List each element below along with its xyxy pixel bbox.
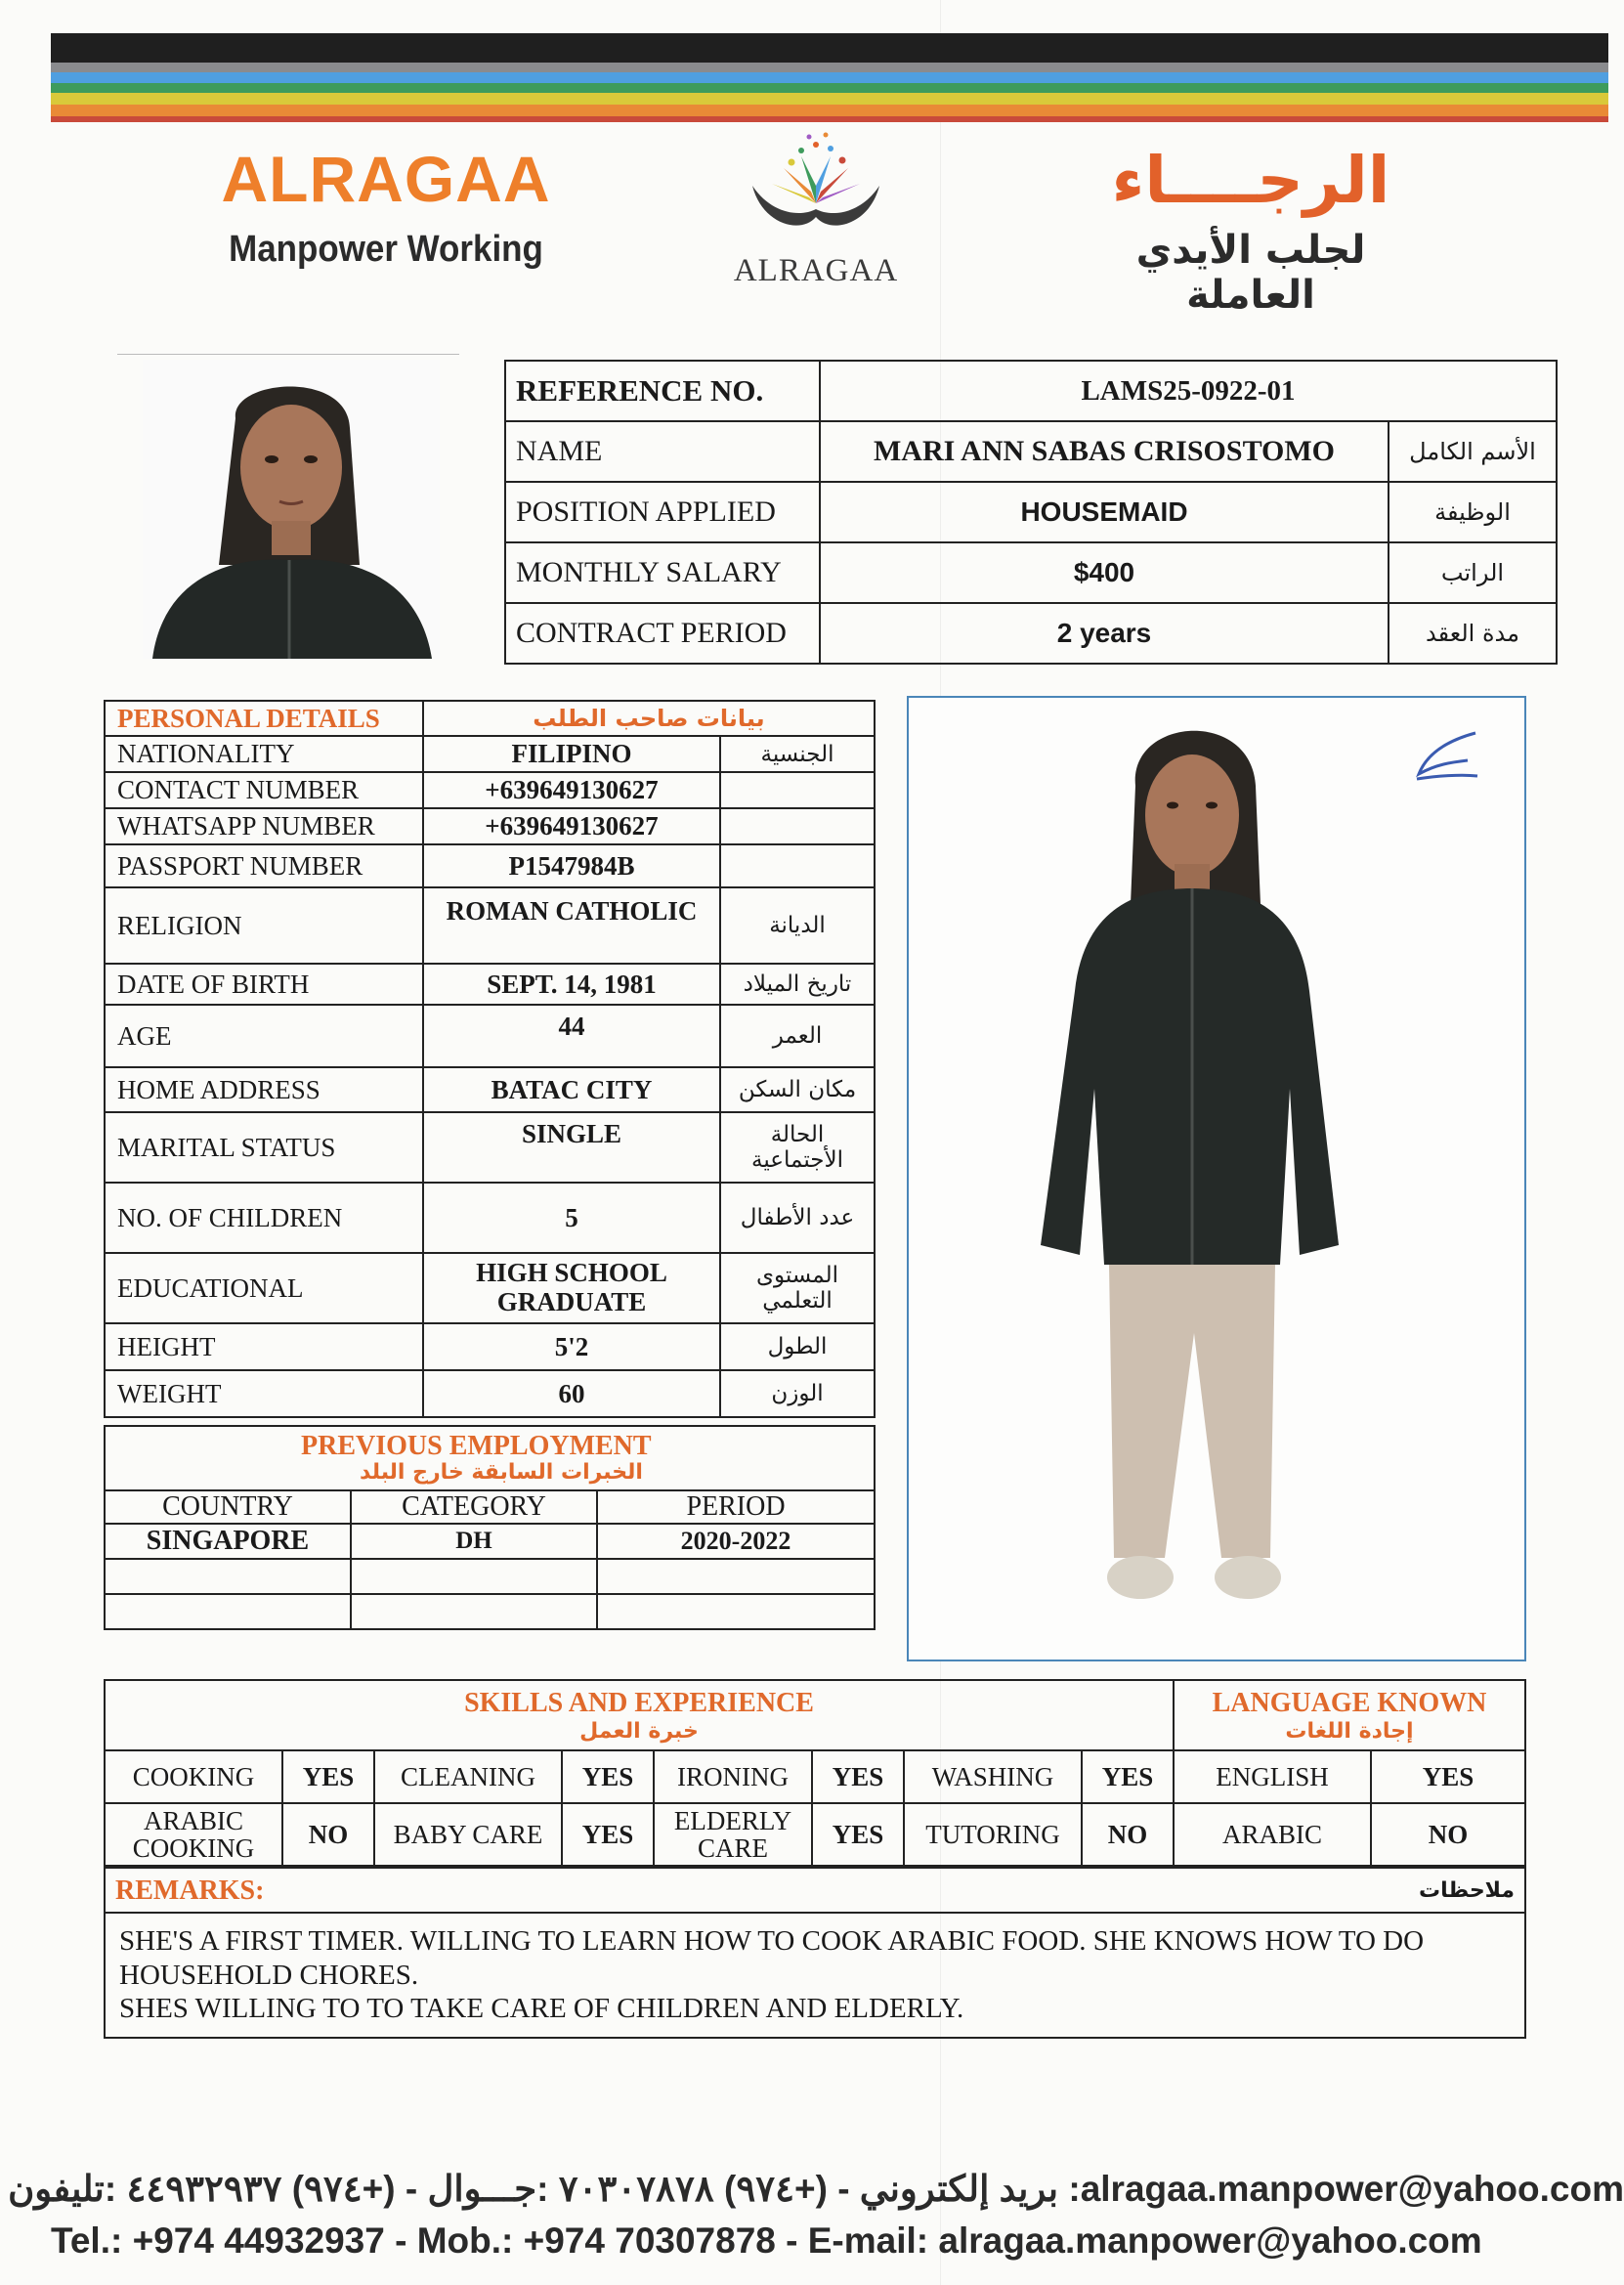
- skill-label: ARABIC COOKING: [105, 1803, 282, 1866]
- skill-value: YES: [562, 1803, 654, 1866]
- employment-row: [105, 1559, 875, 1594]
- employment-cell: [105, 1594, 351, 1629]
- employment-cell: SINGAPORE: [105, 1524, 351, 1559]
- personal-label-ar: مكان السكن: [720, 1067, 875, 1112]
- footer-contact-english: Tel.: +974 44932937 - Mob.: +974 70307878 - E-mail: alragaa.manpower@yahoo.com: [51, 2220, 1482, 2261]
- summary-label: CONTRACT PERIOD: [505, 603, 820, 664]
- summary-row-contract: [505, 603, 1557, 664]
- brand-tagline-en: Manpower Working: [229, 229, 543, 270]
- personal-value: SEPT. 14, 1981: [423, 964, 720, 1005]
- employment-cell: [351, 1559, 597, 1594]
- summary-label-ar: الأسم الكامل: [1389, 421, 1557, 482]
- personal-label: WHATSAPP NUMBER: [105, 808, 423, 844]
- language-title-ar: إجادة اللغات: [1285, 1718, 1414, 1744]
- skills-header-row: [105, 1680, 1525, 1750]
- language-value: NO: [1371, 1803, 1525, 1866]
- personal-value: +639649130627: [423, 772, 720, 808]
- personal-row: [105, 1112, 875, 1183]
- summary-value: MARI ANN SABAS CRISOSTOMO: [820, 421, 1389, 482]
- personal-label: PASSPORT NUMBER: [105, 844, 423, 887]
- employment-title: [105, 1426, 875, 1490]
- personal-row: [105, 1067, 875, 1112]
- remarks-body: [105, 1913, 1525, 2038]
- language-label: ARABIC: [1174, 1803, 1371, 1866]
- remarks-label-ar: ملاحظات: [1309, 1868, 1525, 1913]
- remarks-line: SHE'S A FIRST TIMER. WILLING TO LEARN HOW TO COOK ARABIC FOOD. SHE KNOWS HOW TO DO HOUSEHOLD CHORES.: [119, 1924, 1425, 1991]
- personal-label-ar: عدد الأطفال: [720, 1183, 875, 1253]
- employment-cell: [597, 1594, 875, 1629]
- language-title: [1174, 1680, 1525, 1750]
- skill-label: ELDERLY CARE: [654, 1803, 812, 1866]
- personal-label-ar: المستوى التعلمي: [720, 1253, 875, 1323]
- skill-label: COOKING: [105, 1750, 282, 1803]
- employment-row: [105, 1594, 875, 1629]
- signature-mark-icon: [1407, 725, 1485, 794]
- personal-label-ar: الديانة: [720, 887, 875, 964]
- stripe-gray: [51, 63, 1608, 72]
- personal-value: P1547984B: [423, 844, 720, 887]
- previous-employment-table: [104, 1425, 876, 1630]
- personal-value: 44: [423, 1005, 720, 1067]
- brand-arabic: [1065, 143, 1436, 319]
- employment-title-en: PREVIOUS EMPLOYMENT: [301, 1430, 652, 1461]
- personal-label: HOME ADDRESS: [105, 1067, 423, 1112]
- summary-table: [504, 360, 1558, 665]
- personal-label-ar: تاريخ الميلاد: [720, 964, 875, 1005]
- personal-label-ar: [720, 808, 875, 844]
- divider-line: [117, 354, 459, 355]
- personal-value: FILIPINO: [423, 736, 720, 772]
- personal-label: WEIGHT: [105, 1370, 423, 1417]
- personal-label-ar: الوزن: [720, 1370, 875, 1417]
- personal-row: [105, 887, 875, 964]
- standing-person-icon: [909, 698, 1524, 1660]
- summary-value: $400: [820, 542, 1389, 603]
- stripe-red: [51, 116, 1608, 122]
- skills-row: [105, 1750, 1525, 1803]
- personal-label-ar: العمر: [720, 1005, 875, 1067]
- personal-value: SINGLE: [423, 1112, 720, 1183]
- footer-contact-arabic: alragaa.manpower@yahoo.com: بريد إلكتروني - (+٩٧٤) ٧٠٣٠٧٨٧٨ :جـــوال - (+٩٧٤) ٤٤٩٣٢٩٣٧ :تليفون: [8, 2169, 1624, 2209]
- summary-row-salary: [505, 542, 1557, 603]
- skills-title-en: SKILLS AND EXPERIENCE: [464, 1687, 814, 1718]
- skill-label: TUTORING: [904, 1803, 1082, 1866]
- language-label: ENGLISH: [1174, 1750, 1371, 1803]
- personal-title-en: PERSONAL DETAILS: [105, 701, 423, 736]
- personal-row: [105, 964, 875, 1005]
- personal-label-ar: الجنسية: [720, 736, 875, 772]
- personal-row: [105, 1183, 875, 1253]
- personal-row: [105, 1005, 875, 1067]
- employment-cell: [105, 1559, 351, 1594]
- summary-label: POSITION APPLIED: [505, 482, 820, 542]
- employment-header-period: PERIOD: [597, 1490, 875, 1524]
- personal-value: HIGH SCHOOL GRADUATE: [423, 1253, 720, 1323]
- personal-label: NATIONALITY: [105, 736, 423, 772]
- personal-label: EDUCATIONAL: [105, 1253, 423, 1323]
- personal-row: [105, 1370, 875, 1417]
- full-body-photo: [907, 696, 1526, 1661]
- employment-cell: DH: [351, 1524, 597, 1559]
- employment-header-category: CATEGORY: [351, 1490, 597, 1524]
- employment-cell: 2020-2022: [597, 1524, 875, 1559]
- summary-label: NAME: [505, 421, 820, 482]
- personal-header-row: [105, 701, 875, 736]
- remarks-table: [104, 1867, 1526, 2039]
- personal-label-ar: [720, 772, 875, 808]
- personal-value: +639649130627: [423, 808, 720, 844]
- personal-label: CONTACT NUMBER: [105, 772, 423, 808]
- summary-label-ar: الوظيفة: [1389, 482, 1557, 542]
- summary-label-ar: مدة العقد: [1389, 603, 1557, 664]
- remarks-header-row: [105, 1868, 1525, 1913]
- skill-label: WASHING: [904, 1750, 1082, 1803]
- hands-flower-logo-icon: [733, 127, 899, 244]
- employment-header-row: [105, 1490, 875, 1524]
- language-value: YES: [1371, 1750, 1525, 1803]
- portrait-photo: [143, 360, 440, 659]
- stripe-green: [51, 83, 1608, 93]
- summary-label: MONTHLY SALARY: [505, 542, 820, 603]
- brand-english: [210, 143, 562, 271]
- brand-name-en: ALRAGAA: [221, 143, 551, 215]
- personal-label: RELIGION: [105, 887, 423, 964]
- skills-row: [105, 1803, 1525, 1866]
- skill-label: BABY CARE: [374, 1803, 562, 1866]
- stripe-black: [51, 33, 1608, 63]
- stripe-blue: [51, 72, 1608, 83]
- summary-value: 2 years: [820, 603, 1389, 664]
- employment-title-ar: الخبرات السابقة خارج البلد: [360, 1460, 643, 1486]
- personal-row: [105, 736, 875, 772]
- employment-cell: [351, 1594, 597, 1629]
- skill-label: IRONING: [654, 1750, 812, 1803]
- skill-label: CLEANING: [374, 1750, 562, 1803]
- reference-label: REFERENCE NO.: [505, 361, 820, 421]
- skills-title: [105, 1680, 1174, 1750]
- summary-label-ar: الراتب: [1389, 542, 1557, 603]
- brand-name-ar: الرجــــاء: [1111, 143, 1390, 218]
- personal-row: [105, 772, 875, 808]
- personal-label: AGE: [105, 1005, 423, 1067]
- skill-value: YES: [812, 1803, 904, 1866]
- personal-row: [105, 1253, 875, 1323]
- employment-title-row: [105, 1426, 875, 1490]
- personal-label-ar: [720, 844, 875, 887]
- personal-label: MARITAL STATUS: [105, 1112, 423, 1183]
- language-title-en: LANGUAGE KNOWN: [1212, 1687, 1487, 1718]
- reference-value: LAMS25-0922-01: [820, 361, 1557, 421]
- personal-details-table: [104, 700, 876, 1418]
- skills-table: [104, 1679, 1526, 1867]
- remarks-line: SHES WILLING TO TO TAKE CARE OF CHILDREN AND ELDERLY.: [119, 1993, 964, 2025]
- skill-value: YES: [1082, 1750, 1174, 1803]
- personal-value: ROMAN CATHOLIC: [423, 887, 720, 964]
- brand-logo: [713, 127, 919, 289]
- summary-row-name: [505, 421, 1557, 482]
- skills-title-ar: خبرة العمل: [579, 1718, 699, 1744]
- personal-value: 60: [423, 1370, 720, 1417]
- personal-label: HEIGHT: [105, 1323, 423, 1370]
- remarks-label-en: REMARKS:: [115, 1875, 265, 1906]
- brand-tagline-ar: لجلب الأيدي العاملة: [1135, 228, 1366, 319]
- skill-value: YES: [812, 1750, 904, 1803]
- stripe-orange: [51, 105, 1608, 116]
- personal-row: [105, 808, 875, 844]
- personal-value: 5'2: [423, 1323, 720, 1370]
- personal-value: BATAC CITY: [423, 1067, 720, 1112]
- skill-value: YES: [282, 1750, 374, 1803]
- stripe-yellow: [51, 93, 1608, 105]
- employment-cell: [597, 1559, 875, 1594]
- skill-value: NO: [1082, 1803, 1174, 1866]
- personal-row: [105, 844, 875, 887]
- header-stripes: [51, 33, 1608, 129]
- summary-row-position: [505, 482, 1557, 542]
- personal-label-ar: الطول: [720, 1323, 875, 1370]
- skill-value: NO: [282, 1803, 374, 1866]
- personal-label: NO. OF CHILDREN: [105, 1183, 423, 1253]
- personal-row: [105, 1323, 875, 1370]
- summary-value: HOUSEMAID: [820, 482, 1389, 542]
- logo-caption: ALRAGAA: [733, 253, 899, 288]
- reference-row: [505, 361, 1557, 421]
- employment-row: [105, 1524, 875, 1559]
- personal-value: 5: [423, 1183, 720, 1253]
- personal-label: DATE OF BIRTH: [105, 964, 423, 1005]
- skill-value: YES: [562, 1750, 654, 1803]
- remarks-label-cell: [105, 1868, 1309, 1913]
- portrait-person-icon: [143, 360, 440, 659]
- personal-title-ar: بيانات صاحب الطلب: [423, 701, 875, 736]
- remarks-body-row: [105, 1913, 1525, 2038]
- personal-label-ar: الحالة الأجتماعية: [720, 1112, 875, 1183]
- employment-header-country: COUNTRY: [105, 1490, 351, 1524]
